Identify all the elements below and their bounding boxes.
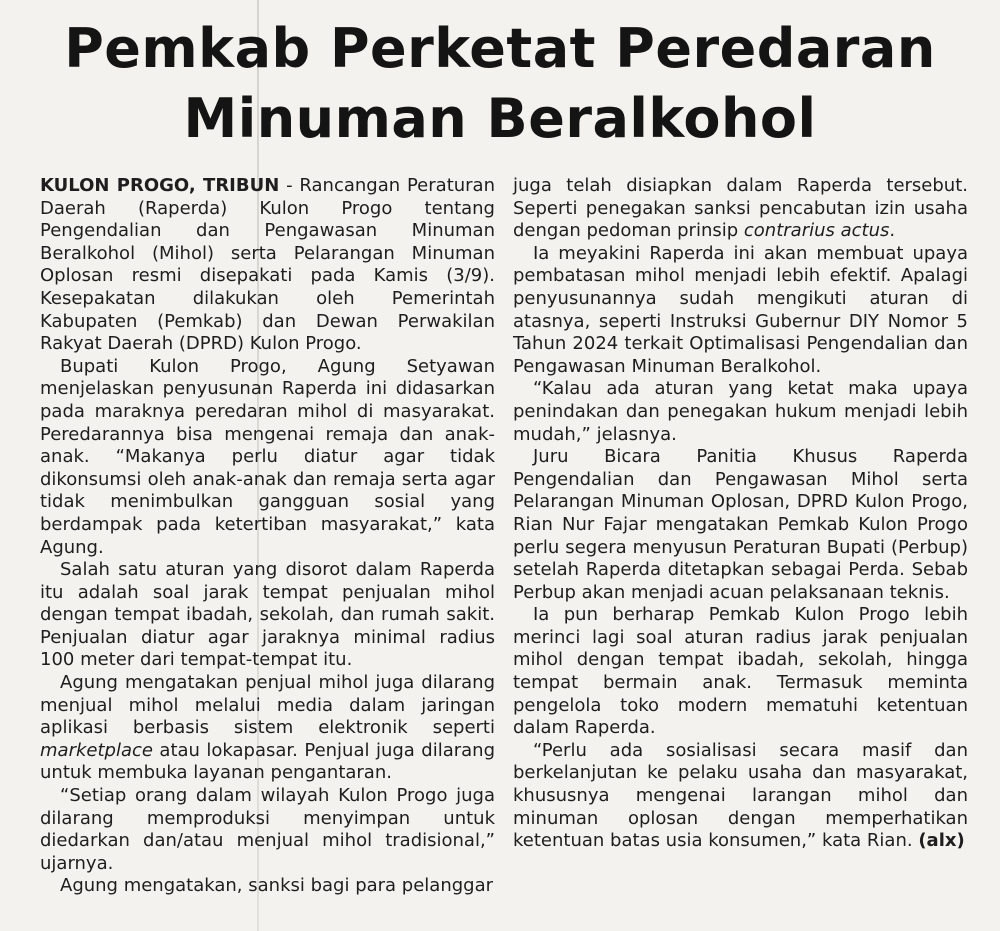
paragraph-3: Salah satu aturan yang disorot dalam Raperda itu adalah soal jarak tempat penjualan mihol dengan tempat ibadah, sekolah, dan rumah sakit. Penjualan diatur agar jaraknya minimal radius 100 meter dari tempat-tempat itu. [40,559,495,671]
paragraph-9: “Kalau ada aturan yang ketat maka upaya penindakan dan penegakan hukum menjadi lebih mudah,” jelasnya. [513,378,968,445]
article-column-right [513,175,968,853]
paragraph-12-text: “Perlu ada sosialisasi secara masif dan berkelanjutan ke pelaku usaha dan masyarakat, khususnya mengenai larangan mihol dan minuman oplosan dengan memperhatikan ketentuan batas usia konsumen,” kata Rian. [513,739,968,852]
paragraph-7 [513,175,968,243]
article-column-left [40,175,495,898]
paragraph-7-text-b: . [889,220,896,242]
paragraph-4-italic: marketplace [40,739,153,761]
paragraph-4 [40,672,495,785]
paragraph-12 [513,740,968,853]
paragraph-4-text-a: Agung mengatakan penjual mihol juga dilarang menjual mihol melalui media dalam jaringan aplikasi berbasis sistem elektronik seperti [40,672,495,739]
paragraph-7-italic: contrarius actus [743,220,890,242]
paragraph-5: “Setiap orang dalam wilayah Kulon Progo juga dilarang memproduksi menyimpan untuk diedarkan dan/atau menjual mihol tradisional,” ujarnya. [40,785,495,874]
paragraph-4-text-b: atau lokapasar. Penjual juga dilarang untuk membuka layanan pengantaran. [40,739,495,784]
paragraph-2: Bupati Kulon Progo, Agung Setyawan menjelaskan penyusunan Raperda ini didasarkan pada maraknya peredaran mihol di masyarakat. Peredarannya bisa mengenai remaja dan anak-anak. “Makanya perlu diatur agar tidak dikonsumsi oleh anak-anak dan remaja serta agar tidak menimbulkan gangguan sosial yang berdampak pada ketertiban masyarakat,” kata Agung. [40,355,495,558]
author-signoff: (alx) [918,830,965,852]
paragraph-1 [40,175,495,356]
paragraph-8: Ia meyakini Raperda ini akan membuat upaya pembatasan mihol menjadi lebih efektif. Apalagi penyusunannya sudah mengikuti aturan di atasnya, seperti Instruksi Gubernur DIY Nomor 5 Tahun 2024 terkait Optimalisasi Pengendalian dan Pengawasan Minuman Beralkohol. [513,242,968,377]
paragraph-1-text: - Rancangan Peraturan Daerah (Raperda) Kulon Progo tentang Pengendalian dan Pengawasan Minuman Beralkohol (Mihol) serta Pelarangan Minuman Oplosan resmi disepakati pada Kamis (3/9). Kesepakatan dilakukan oleh Pemerintah Kabupaten (Pemkab) dan Dewan Perwakilan Rakyat Daerah (DPRD) Kulon Progo. [40,175,495,355]
paragraph-6: Agung mengatakan, sanksi bagi para pelanggar [60,875,494,897]
paragraph-10: Juru Bicara Panitia Khusus Raperda Pengendalian dan Pengawasan Mihol serta Pelarangan Minuman Oplosan, DPRD Kulon Progo, Rian Nur Fajar mengatakan Pemkab Kulon Progo perlu segera menyusun Peraturan Bupati (Perbup) setelah Raperda ditetapkan sebagai Perda. Sebab Perbup akan menjadi acuan pelaksanaan teknis. [513,446,968,603]
headline-line-1: Pemkab Perketat Peredaran [64,17,936,80]
headline-line-2: Minuman Beralkohol [183,87,817,150]
article-headline [0,14,1000,154]
column-gutter [500,175,506,915]
paragraph-7-text-a: juga telah disiapkan dalam Raperda tersebut. Seperti penegakan sanksi pencabutan izin usaha dengan pedoman prinsip [513,175,968,242]
paragraph-11: Ia pun berharap Pemkab Kulon Progo lebih merinci lagi soal aturan radius jarak penjualan mihol dengan tempat ibadah, sekolah, hingga tempat bermain anak. Termasuk meminta pengelola toko modern mematuhi ketentuan dalam Raperda. [513,604,968,739]
dateline: KULON PROGO, TRIBUN [40,175,280,196]
